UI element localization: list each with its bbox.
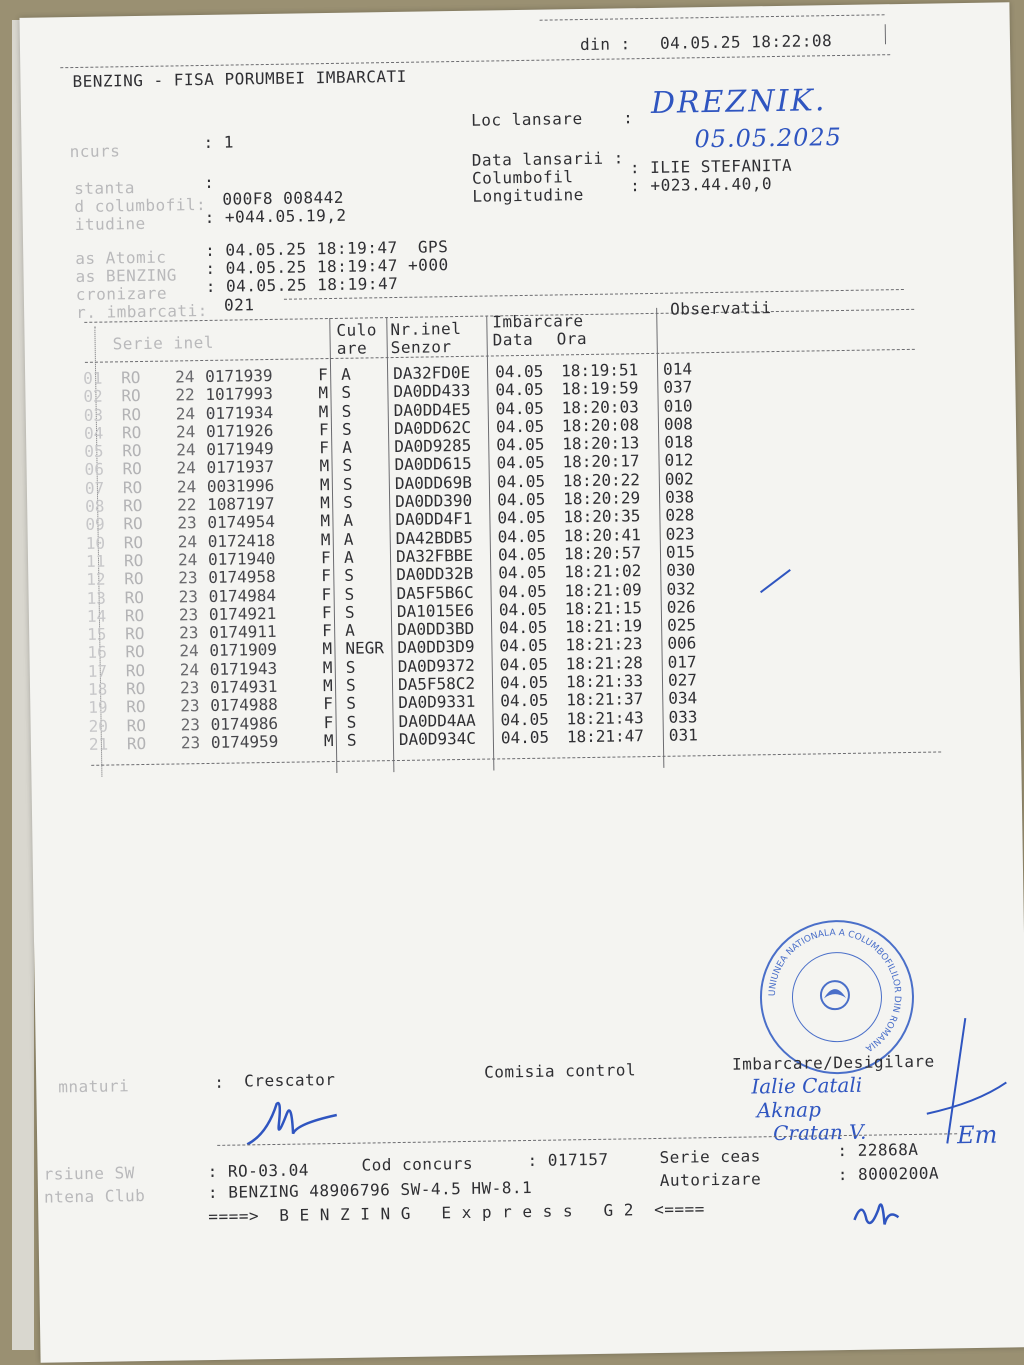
observation: 012 bbox=[664, 450, 694, 471]
ring-country: RO bbox=[123, 550, 144, 571]
handwritten-location: DREZNIK. bbox=[650, 83, 827, 121]
ring-year: 24 bbox=[176, 458, 197, 478]
ceas-benzing-label: as BENZING bbox=[75, 265, 178, 287]
row-index: 13 bbox=[86, 588, 107, 608]
ring-serial: 1017993 bbox=[205, 384, 274, 405]
ceas-atomic-value: : 04.05.25 18:19:47 GPS bbox=[205, 237, 449, 260]
commission-signature-4: Em bbox=[956, 1120, 998, 1150]
handwritten-date: 05.05.2025 bbox=[694, 122, 843, 154]
sensor-id: DA32FBBE bbox=[395, 545, 474, 566]
header-data: Data bbox=[492, 329, 534, 350]
concurs-label: ncurs bbox=[69, 141, 121, 162]
ring-country: RO bbox=[122, 441, 142, 461]
ring-serial: 0171934 bbox=[205, 402, 274, 423]
ring-year: 22 bbox=[175, 385, 195, 405]
observation: 026 bbox=[666, 597, 696, 617]
ring-year: 22 bbox=[177, 495, 197, 515]
row-index: 04 bbox=[83, 423, 104, 443]
embark-time: 18:20:29 bbox=[562, 488, 641, 509]
embark-time: 18:20:22 bbox=[562, 469, 641, 491]
imbarcare-desigilare-label: Imbarcare/Desigilare bbox=[731, 1051, 935, 1074]
longitudine-label: Longitudine bbox=[472, 185, 584, 206]
row-index: 17 bbox=[87, 661, 108, 681]
embark-date: 04.05 bbox=[495, 398, 545, 419]
observation: 014 bbox=[662, 359, 693, 379]
sex: F bbox=[321, 602, 332, 623]
observation: 028 bbox=[665, 505, 695, 526]
sex: F bbox=[321, 584, 332, 604]
row-index: 14 bbox=[86, 606, 107, 626]
embark-time: 18:21:15 bbox=[564, 598, 643, 619]
sex: F bbox=[320, 548, 331, 568]
sensor-id: DA0DD32B bbox=[396, 564, 474, 585]
ring-country: RO bbox=[124, 587, 145, 607]
ring-serial: 0174986 bbox=[210, 713, 279, 734]
commission-signature-2: Aknap bbox=[756, 1097, 822, 1123]
embark-date: 04.05 bbox=[500, 690, 549, 711]
header-senzor: Senzor bbox=[390, 337, 452, 358]
color: A bbox=[340, 364, 351, 384]
color: A bbox=[343, 529, 354, 549]
ring-serial: 0172418 bbox=[207, 530, 276, 551]
ring-year: 24 bbox=[176, 476, 197, 497]
observation: 027 bbox=[667, 670, 698, 690]
footer-initials-signature bbox=[848, 1189, 909, 1235]
ring-serial: 1087197 bbox=[207, 493, 275, 515]
embark-table bbox=[83, 356, 939, 754]
embark-date: 04.05 bbox=[498, 617, 548, 638]
ring-year: 24 bbox=[176, 440, 196, 460]
embark-time: 18:20:35 bbox=[563, 506, 641, 527]
embark-date: 04.05 bbox=[499, 636, 548, 656]
embark-date: 04.05 bbox=[496, 471, 546, 492]
commission-signature-stroke bbox=[915, 1012, 1017, 1154]
sex: M bbox=[322, 657, 333, 677]
embark-date: 04.05 bbox=[497, 526, 547, 547]
loc-lansare-sep: : bbox=[622, 108, 634, 128]
sensor-id: DA42BDB5 bbox=[395, 527, 473, 548]
row-index: 10 bbox=[85, 533, 106, 553]
ring-year: 23 bbox=[180, 696, 200, 716]
ceas-atomic-label: as Atomic bbox=[75, 247, 167, 269]
sex: F bbox=[318, 419, 329, 440]
ring-country: RO bbox=[125, 660, 146, 681]
observation: 030 bbox=[666, 560, 696, 581]
ring-year: 24 bbox=[175, 422, 196, 442]
ring-serial: 0174959 bbox=[210, 731, 279, 752]
ring-country: RO bbox=[121, 404, 142, 424]
observation: 023 bbox=[665, 523, 695, 544]
longitudine-value: : +023.44.40,0 bbox=[630, 174, 773, 196]
embark-date: 04.05 bbox=[497, 544, 547, 565]
columbofil-label: Columbofil bbox=[471, 167, 574, 188]
ring-country: RO bbox=[124, 569, 144, 589]
sensor-id: DA5F5B6C bbox=[396, 582, 474, 603]
ring-year: 24 bbox=[177, 531, 198, 552]
ring-year: 23 bbox=[179, 623, 199, 643]
row-index: 16 bbox=[87, 643, 107, 663]
columbofil-value: : ILIE STEFANITA bbox=[629, 155, 793, 178]
document-sheet bbox=[19, 2, 1024, 1362]
ring-year: 23 bbox=[180, 714, 201, 735]
sensor-id: DA0DD390 bbox=[394, 490, 473, 512]
sensor-id: DA0DD3BD bbox=[397, 618, 475, 640]
ring-country: RO bbox=[123, 532, 144, 552]
color: S bbox=[346, 730, 357, 750]
ring-year: 24 bbox=[175, 403, 196, 424]
embark-date: 04.05 bbox=[499, 654, 549, 675]
sex: F bbox=[323, 712, 334, 732]
ring-serial: 0171940 bbox=[207, 548, 276, 569]
embark-time: 18:20:41 bbox=[563, 524, 641, 546]
color: S bbox=[345, 675, 356, 695]
ring-country: RO bbox=[124, 605, 145, 626]
sensor-id: DA0D9331 bbox=[398, 692, 476, 713]
nr-imbarcati-value: 021 bbox=[223, 295, 255, 315]
data-lansarii-label: Data lansarii : bbox=[471, 148, 624, 170]
ring-serial: 0171909 bbox=[209, 640, 278, 661]
ring-serial: 0171937 bbox=[206, 457, 275, 478]
embark-time: 18:21:02 bbox=[564, 561, 642, 582]
color: A bbox=[343, 511, 354, 531]
observation: 037 bbox=[663, 377, 693, 398]
ring-year: 24 bbox=[175, 367, 195, 387]
header-ora: Ora bbox=[556, 328, 588, 349]
ring-country: RO bbox=[126, 715, 147, 735]
observation: 006 bbox=[667, 633, 697, 654]
embark-date: 04.05 bbox=[496, 453, 545, 473]
header-culoare: Culo bbox=[336, 320, 378, 340]
embark-date: 04.05 bbox=[500, 727, 550, 748]
embark-time: 18:20:57 bbox=[563, 543, 642, 564]
observation: 033 bbox=[668, 706, 698, 727]
embark-date: 04.05 bbox=[498, 581, 547, 601]
ring-serial: 0174958 bbox=[208, 567, 276, 588]
embark-time: 18:21:43 bbox=[566, 707, 644, 728]
ring-serial: 0174921 bbox=[208, 603, 277, 624]
sensor-id: DA0DD615 bbox=[394, 454, 472, 475]
embark-date: 04.05 bbox=[498, 599, 548, 620]
comisia-label: Comisia control bbox=[483, 1060, 637, 1082]
nr-imbarcati-label: r. imbarcati: bbox=[75, 300, 209, 323]
header-nr-inel: Nr.inel bbox=[390, 318, 462, 340]
header-imbarcare: Imbarcare bbox=[492, 311, 584, 332]
ring-country: RO bbox=[121, 368, 141, 388]
color: S bbox=[342, 492, 353, 512]
table-bottom-rule bbox=[91, 751, 941, 765]
commission-signature-1: Ialie Catali bbox=[751, 1072, 863, 1099]
sex: M bbox=[323, 730, 334, 751]
ring-country: RO bbox=[125, 624, 145, 644]
row-index: 05 bbox=[84, 441, 104, 462]
sensor-id: DA1015E6 bbox=[396, 600, 475, 621]
loc-lansare-label: Loc lansare bbox=[471, 109, 583, 130]
observation: 031 bbox=[668, 725, 698, 745]
sensor-id: DA0D9285 bbox=[394, 436, 472, 457]
embark-date: 04.05 bbox=[494, 361, 544, 382]
distanta-label: stanta bbox=[74, 178, 136, 199]
embark-time: 18:21:28 bbox=[565, 652, 643, 674]
ring-serial: 0171926 bbox=[205, 420, 274, 441]
sensor-id: DA0DD433 bbox=[393, 381, 471, 402]
embark-time: 18:21:33 bbox=[565, 671, 644, 692]
pen-tick-mark bbox=[756, 566, 796, 597]
sensor-id: DA0D9372 bbox=[397, 655, 475, 676]
print-datetime: 04.05.25 18:22:08 bbox=[659, 31, 833, 53]
sex: M bbox=[319, 474, 330, 494]
ring-year: 23 bbox=[178, 568, 198, 588]
ring-serial: 0171939 bbox=[205, 365, 273, 386]
row-index: 15 bbox=[87, 624, 107, 645]
row-index: 01 bbox=[83, 368, 103, 388]
embark-time: 18:19:59 bbox=[561, 378, 639, 399]
color: NEGR bbox=[345, 638, 385, 659]
embark-time: 18:21:47 bbox=[566, 726, 645, 747]
serie-ceas-value: : 22868A bbox=[837, 1139, 919, 1161]
sex: M bbox=[320, 529, 331, 549]
embark-date: 04.05 bbox=[496, 489, 546, 510]
header-observatii: Observatii bbox=[670, 298, 772, 319]
embark-time: 18:19:51 bbox=[560, 360, 639, 381]
embark-date: 04.05 bbox=[496, 434, 545, 455]
sex: M bbox=[319, 456, 330, 476]
autorizare-value: : 8000200A bbox=[837, 1163, 940, 1185]
ring-year: 24 bbox=[179, 659, 200, 680]
sex: F bbox=[319, 438, 330, 458]
ring-country: RO bbox=[125, 642, 145, 662]
ring-serial: 0174988 bbox=[210, 695, 278, 716]
sex: F bbox=[321, 566, 332, 586]
ring-year: 23 bbox=[177, 513, 197, 533]
ring-country: RO bbox=[121, 386, 141, 406]
ceas-benzing-value: : 04.05.25 18:19:47 +000 bbox=[205, 255, 449, 278]
sensor-id: DA5F58C2 bbox=[397, 673, 476, 695]
ring-serial: 0171949 bbox=[206, 439, 274, 460]
embark-time: 18:20:17 bbox=[562, 451, 640, 472]
semnaturi-sep: : bbox=[214, 1072, 225, 1092]
row-index: 21 bbox=[88, 734, 109, 754]
sex: M bbox=[322, 676, 333, 696]
color: S bbox=[342, 474, 353, 494]
antena-club-label: ntena Club bbox=[43, 1186, 146, 1207]
ring-serial: 0174911 bbox=[209, 622, 277, 643]
color: S bbox=[346, 712, 357, 732]
id-columbofil-label: d columbofil: bbox=[74, 194, 207, 217]
versiune-sw-label: rsiune SW bbox=[43, 1163, 136, 1184]
observation: 034 bbox=[668, 688, 698, 709]
embark-time: 18:21:19 bbox=[564, 616, 643, 637]
color: S bbox=[341, 401, 352, 421]
color: S bbox=[342, 456, 353, 476]
color: S bbox=[344, 565, 355, 586]
distanta-value: : bbox=[203, 172, 215, 192]
ring-country: RO bbox=[122, 459, 143, 479]
stamp-emblem-icon bbox=[759, 919, 911, 1071]
sensor-id: DA0DD4AA bbox=[398, 710, 476, 731]
row-index: 20 bbox=[88, 716, 109, 736]
ring-country: RO bbox=[125, 679, 146, 699]
divider bbox=[540, 14, 885, 20]
embark-time: 18:20:13 bbox=[562, 433, 640, 454]
sex: M bbox=[322, 639, 333, 659]
row-index: 08 bbox=[85, 496, 105, 516]
ring-year: 23 bbox=[179, 678, 200, 698]
sincronizare-value: : 04.05.25 18:19:47 bbox=[205, 273, 399, 296]
row-index: 06 bbox=[84, 460, 105, 480]
row-index: 11 bbox=[85, 551, 106, 571]
sensor-id: DA0DD4E5 bbox=[393, 399, 471, 420]
sensor-id: DA0DD3D9 bbox=[397, 637, 475, 658]
ring-country: RO bbox=[126, 733, 147, 754]
serie-ceas-label: Serie ceas bbox=[659, 1146, 761, 1167]
crescator-label: Crescator bbox=[244, 1070, 336, 1091]
embark-date: 04.05 bbox=[498, 562, 547, 583]
ring-country: RO bbox=[126, 697, 146, 717]
divider bbox=[60, 54, 890, 68]
latitudine-label: itudine bbox=[74, 213, 146, 235]
sex: M bbox=[320, 511, 331, 531]
ring-country: RO bbox=[121, 422, 142, 443]
ring-year: 23 bbox=[178, 586, 199, 606]
row-index: 12 bbox=[86, 569, 106, 590]
row-index: 19 bbox=[88, 697, 108, 718]
ring-serial: 0031996 bbox=[206, 475, 275, 496]
concurs-value: : 1 bbox=[203, 132, 235, 152]
color: S bbox=[344, 584, 355, 604]
row-index: 02 bbox=[83, 386, 103, 407]
sex: M bbox=[318, 401, 329, 421]
row-index: 07 bbox=[84, 478, 105, 498]
versiune-sw-value: : RO-03.04 bbox=[207, 1160, 310, 1182]
sensor-id: DA0DD62C bbox=[393, 417, 472, 438]
color: S bbox=[344, 602, 355, 622]
ring-country: RO bbox=[122, 477, 143, 498]
semnaturi-label: mnaturi bbox=[58, 1076, 130, 1097]
autorizare-label: Autorizare bbox=[659, 1169, 762, 1190]
ring-year: 24 bbox=[179, 641, 199, 661]
divider bbox=[885, 24, 886, 44]
ring-year: 23 bbox=[178, 604, 199, 625]
cod-concurs-label: Cod concurs bbox=[361, 1153, 474, 1175]
observation: 025 bbox=[666, 615, 697, 635]
latitudine-value: : +044.05.19,2 bbox=[204, 205, 347, 227]
sex: F bbox=[317, 365, 328, 385]
embark-time: 18:20:03 bbox=[561, 396, 639, 417]
page-title: BENZING - FISA PORUMBEI IMBARCATI bbox=[72, 66, 408, 92]
row-index: 18 bbox=[87, 679, 108, 699]
row-index: 03 bbox=[83, 405, 104, 425]
observation: 002 bbox=[664, 469, 694, 489]
ring-year: 23 bbox=[180, 733, 201, 753]
embark-date: 04.05 bbox=[495, 416, 545, 437]
color: S bbox=[345, 657, 356, 677]
embark-time: 18:21:37 bbox=[566, 689, 644, 710]
color: S bbox=[341, 419, 352, 439]
sensor-id: DA0DD69B bbox=[394, 472, 473, 493]
row-index: 09 bbox=[85, 514, 105, 535]
cod-concurs-value: : 017157 bbox=[527, 1149, 609, 1171]
ring-country: RO bbox=[123, 514, 143, 534]
sensor-id: DA0DD4F1 bbox=[395, 509, 473, 530]
header-serie-inel: Serie inel bbox=[112, 332, 215, 354]
sex: M bbox=[318, 383, 329, 403]
sex: M bbox=[320, 493, 330, 513]
ring-year: 24 bbox=[177, 550, 198, 570]
din-label: din : bbox=[579, 34, 631, 55]
color: S bbox=[341, 382, 352, 403]
color: A bbox=[343, 547, 354, 567]
header-culoare-2: are bbox=[336, 338, 368, 358]
commission-signature-3: Cratan V. bbox=[772, 1119, 867, 1146]
id-columbofil-value: 000F8 008442 bbox=[222, 187, 345, 209]
embark-time: 18:21:23 bbox=[565, 634, 643, 655]
sensor-id: DA32FD0E bbox=[392, 362, 471, 384]
sex: F bbox=[322, 621, 332, 641]
ring-serial: 0174954 bbox=[207, 512, 276, 533]
color: A bbox=[342, 437, 353, 458]
embark-date: 04.05 bbox=[495, 379, 544, 400]
sex: F bbox=[323, 694, 334, 714]
observation: 015 bbox=[665, 542, 696, 562]
observation: 038 bbox=[664, 487, 695, 507]
color: S bbox=[346, 694, 357, 714]
observation: 032 bbox=[666, 578, 696, 599]
antena-club-value: : BENZING 48906796 SW-4.5 HW-8.1 bbox=[207, 1177, 533, 1203]
observation: 010 bbox=[663, 395, 693, 416]
observation: 008 bbox=[663, 414, 694, 434]
ring-country: RO bbox=[123, 496, 143, 516]
embark-time: 18:21:09 bbox=[564, 579, 642, 600]
sincronizare-label: cronizare bbox=[75, 283, 168, 305]
ring-serial: 0174984 bbox=[208, 585, 277, 606]
stamp-text: UNIUNEA NATIONALA A COLUMBOFILILOR DIN ROMANIA bbox=[767, 928, 903, 1053]
ring-serial: 0174931 bbox=[209, 676, 278, 697]
embark-time: 18:20:08 bbox=[561, 415, 640, 436]
embark-date: 04.05 bbox=[499, 672, 549, 693]
embark-date: 04.05 bbox=[500, 709, 549, 730]
observation: 018 bbox=[664, 432, 694, 452]
brand-line: ====> B E N Z I N G E x p r e s s G 2 <==== bbox=[208, 1199, 705, 1227]
color: A bbox=[345, 620, 355, 640]
embark-date: 04.05 bbox=[497, 508, 546, 528]
observation: 017 bbox=[667, 652, 697, 672]
sensor-id: DA0D934C bbox=[398, 728, 477, 749]
ring-serial: 0171943 bbox=[209, 658, 278, 679]
